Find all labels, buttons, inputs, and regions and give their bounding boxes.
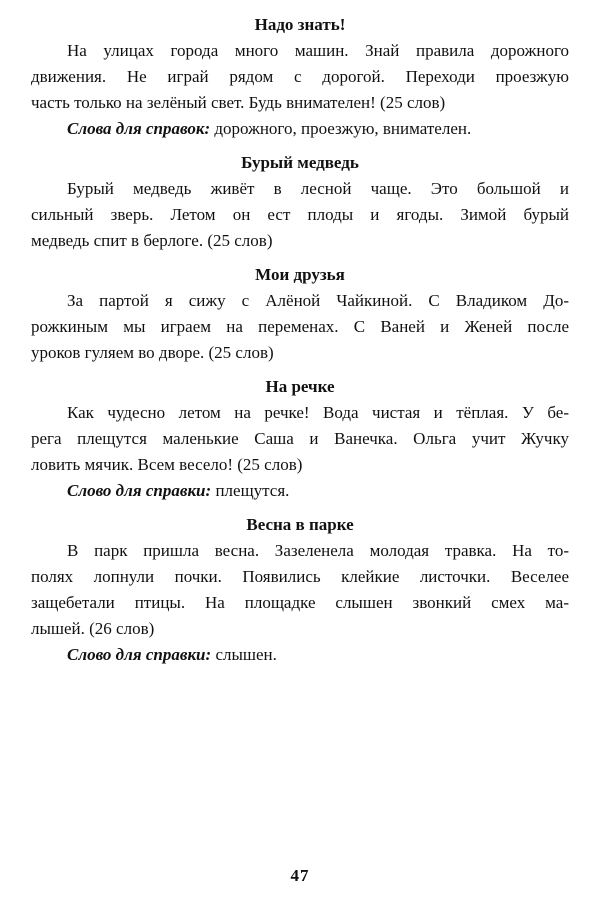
text-line: полях лопнули почки. Появились клейкие листочки. Веселее — [31, 567, 569, 586]
reference-line — [31, 478, 569, 504]
text-line: медведь спит в берлоге. (25 слов) — [31, 231, 273, 250]
text-line: ловить мячик. Всем весело! (25 слов) — [31, 455, 303, 474]
section-paragraph — [31, 38, 569, 116]
reference-label: Слово для справки: — [67, 481, 212, 500]
reference-words: дорожного, проезжую, внимателен. — [214, 119, 472, 138]
text-line: уроков гуляем во дворе. (25 слов) — [31, 343, 274, 362]
text-line: защебетали птицы. На площадке слышен звонкий смех ма- — [31, 593, 569, 612]
section-title: Бурый медведь — [241, 153, 359, 172]
page-number: 47 — [290, 866, 310, 885]
section-title: Надо знать! — [254, 15, 346, 34]
dictation-section — [31, 12, 569, 142]
dictation-section — [31, 150, 569, 254]
section-title: Весна в парке — [246, 515, 354, 534]
reference-label: Слово для справки: — [67, 645, 212, 664]
text-line: Бурый медведь живёт в лесной чаще. Это большой и — [67, 179, 569, 198]
dictation-section — [31, 512, 569, 668]
text-line: движения. Не играй рядом с дорогой. Переходи проезжую — [31, 67, 569, 86]
reference-words: слышен. — [215, 645, 277, 664]
section-paragraph — [31, 176, 569, 254]
text-line: За партой я сижу с Алёной Чайкиной. С Владиком До- — [67, 291, 569, 310]
reference-label: Слова для справок: — [67, 119, 211, 138]
page-content — [31, 12, 569, 668]
text-line: рожкиным мы играем на переменах. С Ваней и Женей после — [31, 317, 569, 336]
section-paragraph — [31, 400, 569, 478]
section-title: Мои друзья — [255, 265, 345, 284]
reference-line — [31, 642, 569, 668]
text-line: На улицах города много машин. Знай правила дорожного — [67, 41, 569, 60]
text-line: сильный зверь. Летом он ест плоды и ягоды. Зимой бурый — [31, 205, 569, 224]
text-line: рега плещутся маленькие Саша и Ванечка. Ольга учит Жучку — [31, 429, 569, 448]
section-title: На речке — [265, 377, 335, 396]
dictation-section — [31, 262, 569, 366]
dictation-section — [31, 374, 569, 504]
text-line: часть только на зелёный свет. Будь внимателен! (25 слов) — [31, 93, 446, 112]
reference-line — [31, 116, 569, 142]
text-line: В парк пришла весна. Зазеленела молодая травка. На то- — [67, 541, 569, 560]
text-line: Как чудесно летом на речке! Вода чистая и тёплая. У бе- — [67, 403, 569, 422]
text-line: лышей. (26 слов) — [31, 619, 155, 638]
section-paragraph — [31, 288, 569, 366]
section-paragraph — [31, 538, 569, 642]
reference-words: плещутся. — [215, 481, 290, 500]
